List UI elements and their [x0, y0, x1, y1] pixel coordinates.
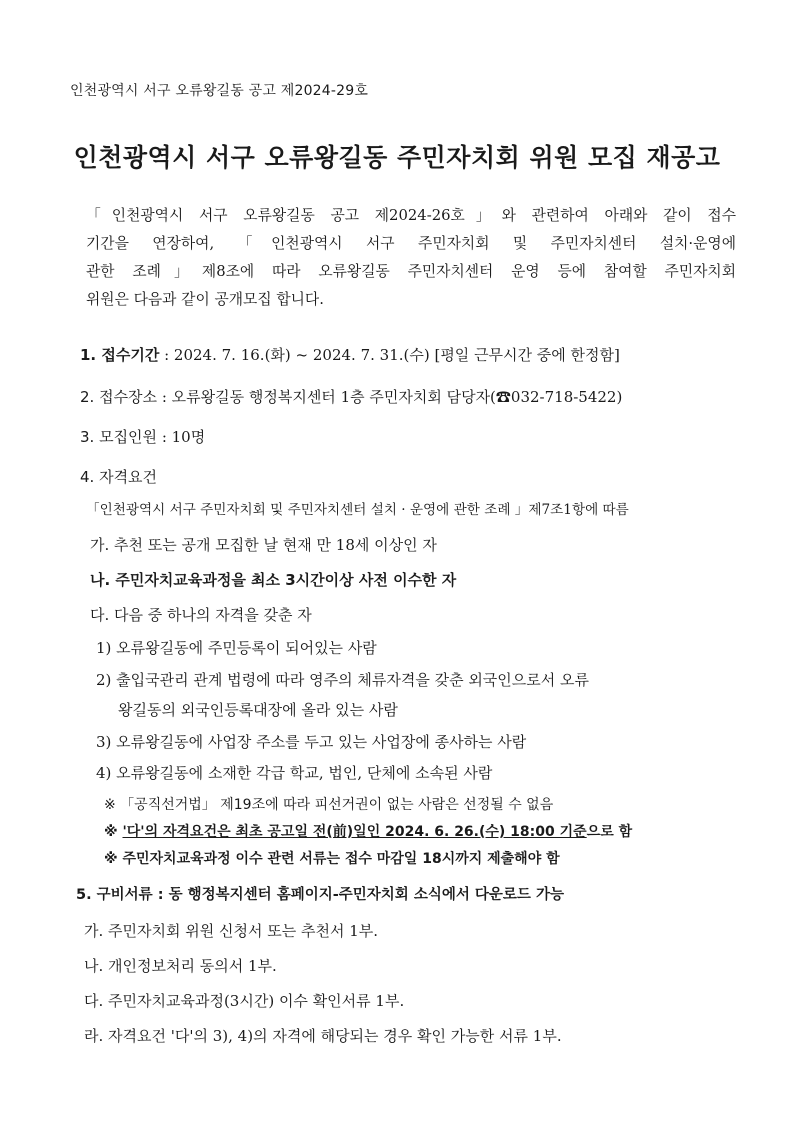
- documents-da: 다. 주민자치교육과정(3시간) 이수 확인서류 1부.: [84, 992, 405, 1010]
- documents-heading: 5. 구비서류 : 동 행정복지센터 홈페이지-주민자치회 소식에서 다운로드 가능: [76, 887, 565, 903]
- note-reference-date-tail: 으로 함: [586, 824, 633, 840]
- documents-ra: 라. 자격요건 '다'의 3), 4)의 자격에 해당되는 경우 확인 가능한 서류 1부.: [84, 1027, 562, 1045]
- documents-na: 나. 개인정보처리 동의서 1부.: [84, 957, 277, 975]
- qualification-sub2-line2: 왕길동의 외국인등록대장에 올라 있는 사람: [118, 701, 398, 719]
- note-education-deadline: ※ 주민자치교육과정 이수 관련 서류는 접수 마감일 18시까지 제출해야 함: [104, 851, 560, 867]
- qualification-basis: 「인천광역시 서구 주민자치회 및 주민자치센터 설치 · 운영에 관한 조례 」제7조1항에 따름: [86, 502, 629, 518]
- intro-paragraph: [86, 202, 736, 314]
- qualification-sub1: 1) 오류왕길동에 주민등록이 되어있는 사람: [96, 639, 377, 657]
- qualification-sub3: 3) 오류왕길동에 사업장 주소를 두고 있는 사업장에 종사하는 사람: [96, 733, 527, 751]
- place-item: [80, 386, 622, 407]
- note-reference-date: [104, 821, 632, 841]
- qualification-na: 나. 주민자치교육과정을 최소 3시간이상 사전 이수한 자: [90, 571, 457, 589]
- period-item: [80, 344, 620, 365]
- period-label: 1. 접수기간: [80, 346, 160, 364]
- count-item: [80, 426, 205, 447]
- note-election-law: ※ 「공직선거법」 제19조에 따라 피선거권이 없는 사람은 선정될 수 없음: [104, 797, 554, 813]
- page-title: 인천광역시 서구 오류왕길동 주민자치회 위원 모집 재공고: [73, 143, 721, 172]
- qualification-da: 다. 다음 중 하나의 자격을 갖춘 자: [90, 606, 312, 624]
- qualification-heading: 4. 자격요건: [80, 468, 158, 486]
- intro-line: 「인천광역시 서구 오류왕길동 공고 제2024-26호」와 관련하여 아래와 같이 접수: [86, 207, 736, 224]
- count-label: 3. 모집인원: [80, 428, 158, 446]
- documents-ga: 가. 주민자치회 위원 신청서 또는 추천서 1부.: [84, 922, 379, 940]
- intro-line: 관한 조례」제8조에 따라 오류왕길동 주민자치센터 운영 등에 참여할 주민자치회: [86, 263, 736, 280]
- place-value: : 오류왕길동 행정복지센터 1층 주민자치회 담당자(☎032-718-5422): [157, 388, 623, 406]
- notice-number: 인천광역시 서구 오류왕길동 공고 제2024-29호: [70, 83, 369, 99]
- note-mark: ※: [104, 824, 118, 840]
- intro-line: 위원은 다음과 같이 공개모집 합니다.: [86, 291, 324, 308]
- intro-line: 기간을 연장하여, 「인천광역시 서구 주민자치회 및 주민자치센터 설치·운영에: [86, 235, 736, 252]
- count-value: : 10명: [157, 428, 206, 446]
- place-label: 2. 접수장소: [80, 388, 158, 406]
- qualification-sub2-line1: 2) 출입국관리 관계 법령에 따라 영주의 체류자격을 갖춘 외국인으로서 오류: [96, 671, 590, 689]
- note-reference-date-underlined: '다'의 자격요건은 최초 공고일 전(前)일인 2024. 6. 26.(수) 18:00 기준: [122, 824, 587, 840]
- qualification-ga: 가. 추천 또는 공개 모집한 날 현재 만 18세 이상인 자: [90, 536, 437, 554]
- period-value: : 2024. 7. 16.(화) ~ 2024. 7. 31.(수) [평일 근무시간 중에 한정함]: [159, 346, 620, 364]
- qualification-sub4: 4) 오류왕길동에 소재한 각급 학교, 법인, 단체에 소속된 사람: [96, 764, 493, 782]
